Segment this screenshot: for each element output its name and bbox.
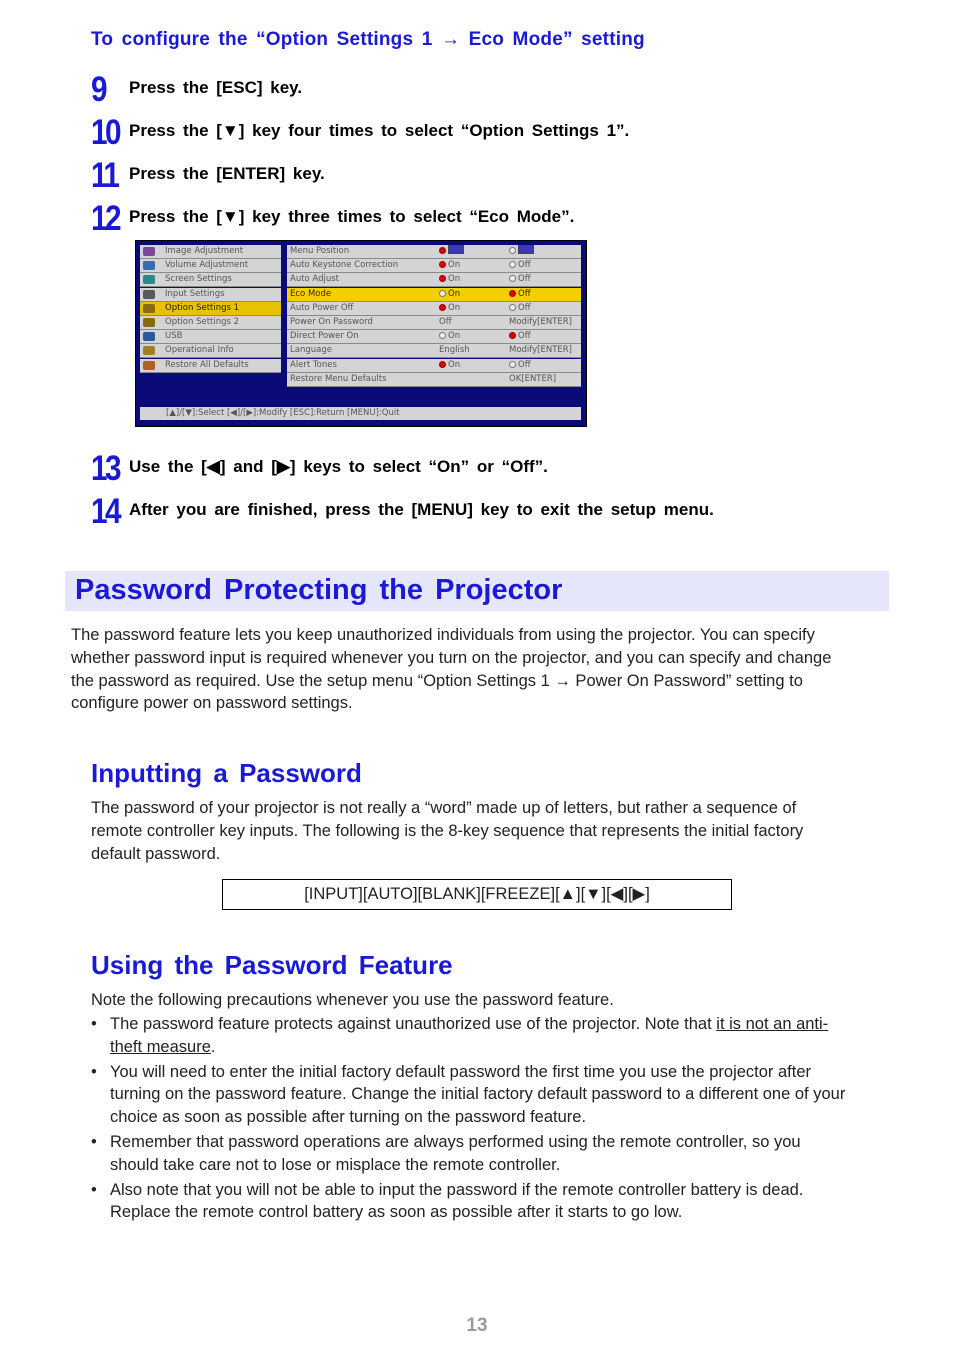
list-item: • You will need to enter the initial factory default password the first time you use the projector after turning on the password feature. Change the initial factory default password to a different one of your choice as soon as possible after turning on the password feature. (91, 1061, 851, 1129)
radio-selected-icon (439, 304, 446, 311)
radio-selected-icon (509, 332, 516, 339)
menu-category-label: Input Settings (165, 288, 225, 299)
setting-option: Off (509, 259, 531, 272)
input-icon (143, 290, 155, 299)
setting-name: Auto Power Off (290, 302, 354, 313)
anti-theft-note: it is not an anti-theft measure (110, 1015, 829, 1056)
setting-option: On (439, 302, 460, 315)
setting-name: Auto Adjust (290, 274, 340, 285)
speaker-icon (143, 261, 155, 270)
menu-category-label: Restore All Defaults (165, 359, 249, 370)
menu-category-label: USB (165, 331, 183, 342)
menu-category-label: Option Settings 1 (165, 302, 240, 313)
setting-name: Power On Password (290, 317, 373, 327)
inputting-heading: Inputting a Password (91, 758, 362, 788)
menu-setting-row (287, 245, 581, 259)
setting-name: Direct Power On (290, 331, 359, 342)
setting-option: On (439, 259, 460, 272)
menu-category-item (140, 330, 281, 344)
step-number: 14 (91, 492, 119, 531)
menu-category-item (140, 245, 281, 259)
setting-name: Menu Position (290, 246, 350, 256)
setting-option: Modify[ENTER] (509, 317, 572, 327)
menu-category-item (140, 359, 281, 373)
restore-icon (143, 361, 155, 370)
configure-heading: To configure the “Option Settings 1 → Eco Mode” setting (91, 29, 645, 50)
step-number: 11 (91, 156, 118, 195)
setting-option: On (439, 359, 460, 372)
menu-category-label: Option Settings 2 (165, 317, 240, 327)
using-heading: Using the Password Feature (91, 950, 453, 980)
menu-category-label: Screen Settings (165, 274, 232, 285)
menu-category-label: Volume Adjustment (165, 260, 249, 271)
step-number: 13 (91, 449, 119, 488)
step-text: Press the [ESC] key. (129, 78, 303, 97)
radio-selected-icon (439, 261, 446, 268)
menu-position-icon (518, 245, 534, 254)
setting-option: Modify[ENTER] (509, 345, 572, 356)
setting-option: Off (509, 330, 531, 343)
menu-position-icon (448, 245, 464, 254)
inputting-paragraph: The password of your projector is not really a “word” made up of letters, but rather a sequence of remote controller key inputs. The following is the 8-key sequence that represents the initial factory default password. (91, 799, 804, 863)
section-title: Password Protecting the Projector (75, 574, 563, 606)
menu-setting-row (287, 288, 581, 302)
menu-setting-row (287, 373, 581, 387)
list-item: • Also note that you will not be able to input the password if the remote controller battery is dead. Replace the remote control battery as soon as possible after it starts to go low. (91, 1179, 851, 1225)
bullet-text-end: . (210, 1037, 216, 1056)
menu-category-item (140, 288, 281, 302)
radio-empty-icon (439, 332, 446, 339)
setting-name: Eco Mode (290, 288, 332, 299)
radio-selected-icon (439, 275, 446, 282)
radio-empty-icon (439, 290, 446, 297)
setting-option: Off (439, 317, 452, 327)
info-icon (143, 346, 155, 355)
gear-icon (143, 318, 155, 327)
menu-footer-hint: [▲]/[▼]:Select [◀]/[▶]:Modify [ESC]:Return [MENU]:Quit (140, 407, 581, 420)
setting-name: Restore Menu Defaults (290, 373, 387, 384)
menu-setting-row (287, 316, 581, 330)
setting-option: Off (509, 273, 531, 286)
setting-name: Language (290, 345, 332, 356)
precautions-list (91, 1013, 851, 1226)
step-number: 12 (91, 199, 119, 238)
projector-setup-menu-screenshot (135, 240, 587, 427)
step-text: After you are finished, press the [MENU] key to exit the setup menu. (129, 500, 714, 519)
default-password-sequence: [INPUT][AUTO][BLANK][FREEZE][▲][▼][◀][▶] (222, 879, 732, 910)
setting-option: English (439, 345, 470, 356)
radio-empty-icon (509, 247, 516, 254)
menu-setting-row (287, 273, 581, 287)
radio-selected-icon (439, 361, 446, 368)
step-text: Press the [▼] key three times to select “Eco Mode”. (129, 207, 575, 226)
screen-icon (143, 275, 155, 284)
gear-icon (143, 304, 155, 313)
setting-name: Auto Keystone Correction (290, 260, 399, 271)
page-number: 13 (466, 1315, 488, 1336)
menu-category-item (140, 273, 281, 287)
menu-category-item (140, 302, 281, 316)
setting-option (509, 245, 534, 258)
menu-setting-row (287, 359, 581, 373)
step-text: Press the [ENTER] key. (129, 164, 325, 183)
step-text: Press the [▼] key four times to select “Option Settings 1”. (129, 121, 630, 140)
menu-category-label: Image Adjustment (165, 246, 244, 256)
using-lead: Note the following precautions whenever you use the password feature. (91, 991, 614, 1009)
setting-option: On (439, 330, 460, 343)
menu-setting-row (287, 330, 581, 344)
setting-option: On (439, 288, 460, 301)
list-item (91, 1013, 851, 1059)
step-text: Use the [◀] and [▶] keys to select “On” or “Off”. (129, 457, 548, 476)
setting-option (439, 245, 464, 258)
setting-option: Off (509, 288, 531, 301)
setting-name: Alert Tones (290, 359, 337, 370)
menu-setting-row (287, 344, 581, 358)
radio-empty-icon (509, 261, 516, 268)
radio-empty-icon (509, 275, 516, 282)
setting-option: On (439, 273, 460, 286)
list-item: • Remember that password operations are always performed using the remote controller, so you should take care not to lose or misplace the remote controller. (91, 1131, 851, 1177)
menu-category-label: Operational Info (165, 345, 234, 356)
setting-option: OK[ENTER] (509, 373, 557, 384)
menu-category-item (140, 259, 281, 273)
radio-empty-icon (509, 361, 516, 368)
step-number: 10 (91, 113, 119, 152)
menu-category-item (140, 316, 281, 330)
step-number: 9 (91, 70, 105, 109)
intro-paragraph: The password feature lets you keep unauthorized individuals from using the projector. You can specify whether password input is required whenever you turn on the projector, and you can specify and change the password as required. Use the setup menu “Option Settings 1 → Power On Password” setting to configure power on password settings. (71, 626, 832, 713)
menu-setting-row (287, 302, 581, 316)
radio-selected-icon (439, 247, 446, 254)
radio-selected-icon (509, 290, 516, 297)
setting-option: Off (509, 359, 531, 372)
radio-empty-icon (509, 304, 516, 311)
menu-setting-row (287, 259, 581, 273)
usb-icon (143, 332, 155, 341)
setting-option: Off (509, 302, 531, 315)
menu-category-item (140, 344, 281, 358)
bullet-text: The password feature protects against unauthorized use of the projector. Note that (110, 1015, 717, 1033)
image-icon (143, 247, 155, 256)
